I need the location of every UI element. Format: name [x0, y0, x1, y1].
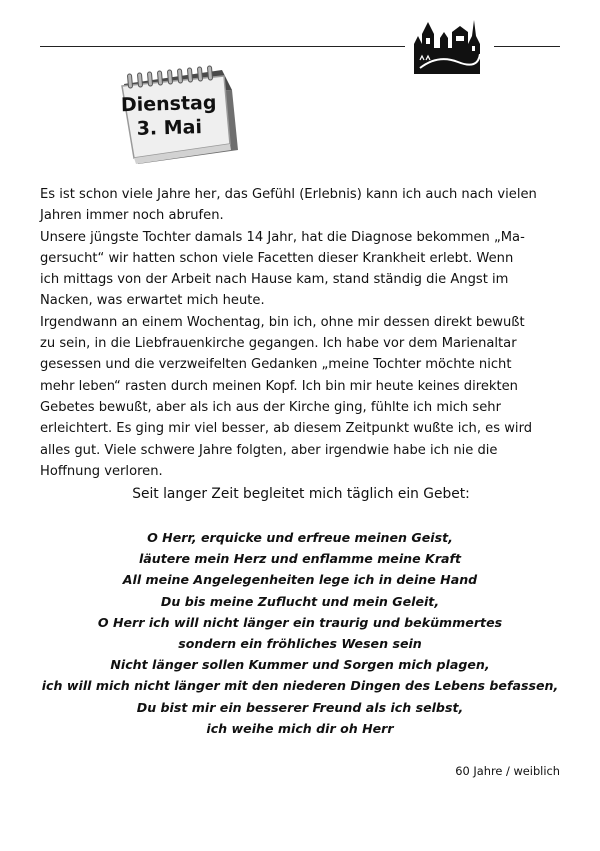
prayer-line: All meine Angelegenheiten lege ich in deine Hand: [122, 572, 478, 588]
calendar-date: 3. Mai: [136, 116, 203, 140]
calendar-day: Dienstag: [120, 91, 217, 117]
prayer-line: Nicht länger sollen Kummer und Sorgen mich plagen,: [110, 657, 490, 673]
author-signature: 60 Jahre / weiblich: [455, 764, 560, 778]
church-towers-logo: [414, 14, 484, 74]
prayer-line: ich will mich nicht länger mit den niederen Dingen des Lebens befassen,: [41, 678, 559, 694]
body-line: alles gut. Viele schwere Jahre folgten, aber irgendwie habe ich nie die: [40, 442, 498, 458]
body-line: gesessen und die verzweifelten Gedanken „meine Tochter möchte nicht: [40, 357, 512, 373]
body-line: Gebetes bewußt, aber als ich aus der Kirche ging, fühlte ich mich sehr: [40, 399, 501, 415]
body-line: erleichtert. Es ging mir viel besser, ab diesem Zeitpunkt wußte ich, es wird: [40, 421, 533, 437]
prayer-line: O Herr ich will nicht länger ein traurig und bekümmertes: [97, 614, 503, 630]
body-line: Es ist schon viele Jahre her, das Gefühl (Erlebnis) kann ich auch nach vielen: [40, 187, 537, 202]
prayer-intro: Seit langer Zeit begleitet mich täglich ein Gebet:: [132, 486, 470, 502]
header-rule-left: [40, 46, 405, 47]
body-text: [40, 184, 562, 482]
body-line: zu sein, in die Liebfrauenkirche gegangen. Ich habe vor dem Marienaltar: [40, 336, 517, 352]
prayer-line: O Herr, erquicke und erfreue meinen Geist,: [147, 530, 453, 545]
body-line: Hoffnung verloren.: [40, 463, 163, 479]
body-line: Irgendwann an einem Wochentag, bin ich, ohne mir dessen direkt bewußt: [40, 314, 525, 330]
body-line: mehr leben“ rasten durch meinen Kopf. Ich bin mir heute keines direkten: [40, 378, 518, 394]
prayer-line: Du bist mir ein besserer Freund als ich selbst,: [136, 699, 464, 715]
body-line: Jahren immer noch abrufen.: [40, 208, 224, 224]
calendar-date-label: [109, 90, 228, 141]
body-line: gersucht“ wir hatten schon viele Facetten dieser Krankheit erlebt. Wenn: [40, 250, 514, 266]
body-line: Nacken, was erwartet mich heute.: [40, 293, 265, 309]
prayer-text: [20, 527, 580, 739]
prayer-line: sondern ein fröhliches Wesen sein: [178, 636, 422, 652]
prayer-line: läutere mein Herz und enflamme meine Kraft: [138, 551, 462, 567]
prayer-line: Du bis meine Zuflucht und mein Geleit,: [160, 593, 440, 609]
header-rule-right: [494, 46, 560, 47]
prayer-line: ich weihe mich dir oh Herr: [206, 720, 394, 736]
body-line: Unsere jüngste Tochter damals 14 Jahr, hat die Diagnose bekommen „Ma-: [40, 229, 525, 245]
body-line: ich mittags von der Arbeit nach Hause kam, stand ständig die Angst im: [40, 272, 509, 288]
